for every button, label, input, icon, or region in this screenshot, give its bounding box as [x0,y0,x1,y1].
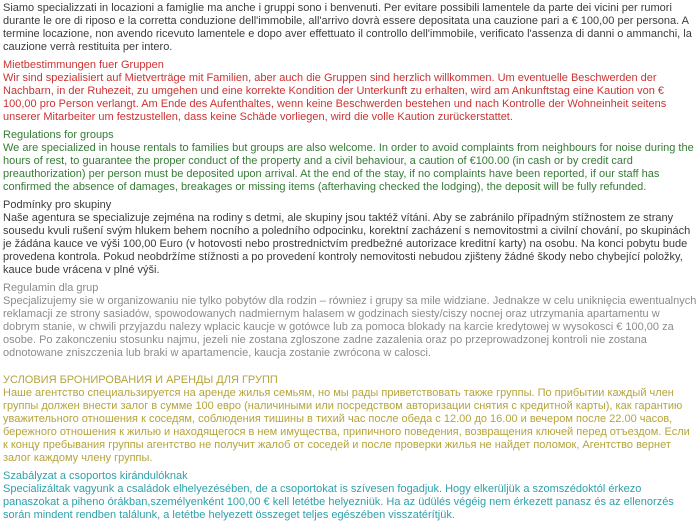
section-hungarian-body: Specializáltak vagyunk a családok elhelyezésében, de a csoportokat is szívesen fogadjuk. Hogy elkerüljük a szomszédoktól érkezo panaszokat a piheno órákban,személyenként 100,00 € kell letétbe helyezniük. Ha az üdülés végéig nem érkezett panasz és az ellenorzés során mindent rendben találunk, a letétbe helyezett összeget teljes egészében visszatérítjük. [3,483,674,521]
section-italian-body: Siamo specializzati in locazioni a famiglie ma anche i gruppi sono i benvenuti. Per evitare possibili lamentele da parte dei vicini per rumori durante le ore di riposo e la corretta conduzione dell'immobile, all'arrivo dovrà essere depositata una cauzione pari a € 100,00 per persona. A termine locazione, non avendo ricevuto lamentele e dopo aver effettuato il controllo dell'immobile, verificato l'assenza di danni o ammanchi, la cauzione verrà restituita per intero. [3,2,692,53]
section-russian-body: Наше агентство специальзируется на аренде жилья семьям, но мы рады приветствовать также группы. По прибытии каждый член группы должен внести залог в сумме 100 евро (наличиными или посредством авторизации снятия с кредитной карты), как гарантию уважительного отношения к соседям, соблюдения тишины в тихий час после обеда с 12.00 до 16.00 и вечером после 22.00 часов, бережного отношения к жилью и находящегося в нем имущества, припичного поведения, возвращения ключей перед отъездом. Если к концу пребывания группы агентство не получит жалоб от соседей и после проверки жилья не найдет поломок, Агентство вернет залог каждому члену группы. [3,387,690,464]
section-polish [3,282,697,360]
section-czech-body: Naše agentura se specializuje zejména na rodiny s detmi, ale skupiny jsou taktéž vítáni. Aby se zabránilo případným stížnostem ze strany sousedu kvuli rušení svým hlukem behem nocního a poledního odpocinku, korektní zacházení s nemovitostmi a civilní chování, po skupinách je žádána kauce ve výši 100,00 Euro (v hotovosti nebo prostrednictvím predbežné autorizace kreditní karty) na osobu. Na konci pobytu bude provedena kontrola. Pokud neobdržíme stížnosti a po provedení kontroly nemovitosti nebudou zjišteny žádné škody nebo chybející položky, kauce bude vrácena v plné výši. [3,212,691,276]
section-czech-heading: Podmínky pro skupiny [3,199,112,211]
section-italian [3,2,697,54]
section-english-heading: Regulations for groups [3,129,114,141]
section-russian [3,374,697,465]
section-english [3,129,697,194]
section-polish-body: Specjalizujemy sie w organizowaniu nie tylko pobytów dla rodzin – równiez i grupy sa mile widziane. Jednakze w celu uniknięcia ewentualnych reklamacji ze strony sasiadów, spowodowanych nadmiernym halasem w godzinach siesty/ciszy nocnej oraz utrzymania apartamentu w dobrym stanie, w chwili przyjazdu nalezy wplacic kaucje w gotówce lub za pomoca blokady na karcie kredytowej w wysokosci € 100,00 za osobe. Po zakonczeniu stosunku najmu, jezeli nie zostana zgloszone zadne zazalenia oraz po przeprowadzonej kontroli nie zostana odnotowane zniszczenia lub braki w apartamencie, kaucja zostanie zwrócona w calosci. [3,295,697,359]
section-german [3,59,697,124]
section-russian-heading: УСЛОВИЯ БРОНИРОВАНИЯ И АРЕНДЫ ДЛЯ ГРУПП [3,374,278,386]
section-german-body: Wir sind spezialisiert auf Mietverträge mit Familien, aber auch die Gruppen sind herzlich willkommen. Um eventuelle Beschwerden der Nachbarn, in der Ruhezeit, zu umgehen und eine korrekte Kondition der Unterkunft zu erhalten, wird am Ankunftstag eine Kaution von € 100,00 pro Person verlangt. Am Ende des Aufenthaltes, wenn keine Beschwerden bestehen und nach Kontrolle der Wohneinheit seitens unserer Mitarbeiter um festzustellen, dass keine Schäde vorliegen, wird die volle Kaution zurückerstattet. [3,72,667,123]
section-polish-heading: Regulamin dla grup [3,282,99,294]
section-german-heading: Mietbestimmungen fuer Gruppen [3,59,164,71]
section-english-body: We are specialized in house rentals to families but groups are also welcome. In order to avoid complaints from neighbours for noise during the hours of rest, to guarantee the proper conduct of the property and a civil behaviour, a caution of €100.00 (in cash or by credit card preauthorization) per person must be deposited upon arrival. At the end of the stay, if no complaints have been reported, if our staff has confirmed the absence of damages, breakages or missing items (afterhaving checked the lodging), the deposit will be fully refunded. [3,142,694,193]
section-czech [3,199,697,277]
section-hungarian [3,470,697,522]
section-hungarian-heading: Szabályzat a csoportos kirándulóknak [3,470,188,482]
